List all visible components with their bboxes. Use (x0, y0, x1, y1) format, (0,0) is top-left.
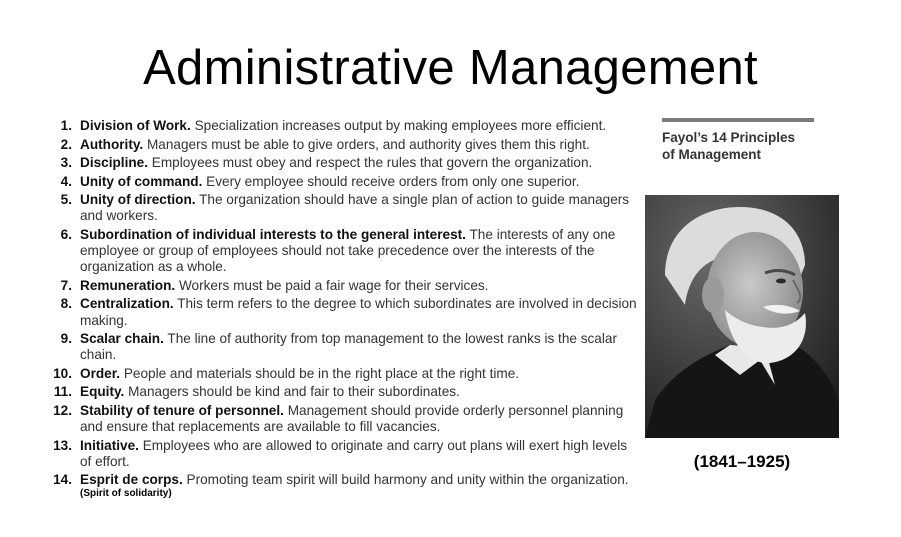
principle-term: Equity. (80, 384, 125, 400)
principle-number: 4. (60, 173, 72, 189)
principle-number: 13. (53, 437, 72, 453)
principle-term: Unity of direction. (80, 192, 196, 208)
portrait-icon (645, 195, 839, 438)
sidebar-box (662, 118, 814, 163)
principle-item (0, 296, 640, 328)
principle-description: This term refers to the degree to which subordinates are involved in decision making. (80, 296, 637, 328)
principle-term: Stability of tenure of personnel. (80, 403, 284, 418)
principle-item (0, 174, 640, 190)
principle-item (0, 155, 640, 171)
sidebar-heading-line1: Fayol’s 14 Principles (662, 130, 796, 145)
principle-description: Managers must be able to give orders, and authority gives them this right. (146, 136, 590, 152)
principle-term: Discipline. (80, 155, 148, 171)
principle-term: Order. (80, 365, 121, 381)
principle-term: Scalar chain. (80, 331, 164, 347)
principle-description: The line of authority from top management to the lowest ranks is the scalar chain. (80, 331, 617, 363)
principle-number: 9. (60, 331, 72, 347)
principle-description: Specialization increases output by making employees more efficient. (194, 118, 607, 133)
page-title: Administrative Management (143, 40, 758, 95)
principle-number: 3. (60, 155, 72, 171)
principle-term: Centralization. (80, 296, 174, 312)
principle-item (0, 278, 640, 294)
life-years: (1841–1925) (693, 452, 791, 471)
principle-item (0, 472, 640, 500)
principle-item (0, 403, 640, 435)
principle-number: 5. (60, 192, 72, 208)
principle-item (0, 438, 640, 470)
principle-description: Promoting team spirit will build harmony and unity within the organization. (186, 472, 629, 488)
principle-description: Management should provide orderly personnel planning and ensure that replacements are available to fill vacancies. (80, 403, 624, 435)
principle-description: Employees must obey and respect the rules that govern the organization. (151, 155, 593, 171)
principle-item (0, 366, 640, 382)
principle-number: 7. (60, 277, 72, 293)
portrait-photo (645, 195, 839, 438)
principle-number: 11. (53, 384, 72, 400)
principle-note: (Spirit of solidarity) (80, 488, 172, 500)
principle-item (0, 118, 640, 134)
principle-item (0, 192, 640, 224)
principle-term: Division of Work. (80, 118, 191, 133)
principle-number: 1. (60, 118, 72, 133)
principle-term: Authority. (80, 136, 144, 152)
principle-item (0, 227, 640, 275)
principle-term: Initiative. (80, 437, 139, 453)
principle-term: Subordination of individual interests to the general interest. (80, 227, 466, 243)
principle-number: 10. (53, 365, 72, 381)
principle-description: Employees who are allowed to originate and carry out plans will exert high levels of effort. (80, 437, 628, 469)
principle-description: The organization should have a single plan of action to guide managers and workers. (80, 192, 630, 224)
principle-item (0, 137, 640, 153)
principle-item (0, 331, 640, 363)
principle-number: 14. (53, 472, 72, 488)
principle-description: The interests of any one employee or group of employees should not take precedence over the interests of the organization as a whole. (80, 227, 616, 275)
principle-term: Unity of command. (80, 173, 203, 189)
principle-number: 12. (53, 403, 72, 418)
principle-item (0, 384, 640, 400)
principles-list (0, 118, 640, 503)
principle-description: Every employee should receive orders from only one superior. (206, 173, 580, 189)
sidebar-heading (662, 129, 814, 163)
principle-term: Esprit de corps. (80, 472, 183, 488)
principle-term: Remuneration. (80, 277, 176, 293)
principle-description: Workers must be paid a fair wage for their services. (178, 277, 489, 293)
principle-description: Managers should be kind and fair to their subordinates. (128, 384, 460, 400)
principle-number: 2. (60, 136, 72, 152)
principle-number: 8. (60, 296, 72, 312)
principle-number: 6. (60, 227, 72, 243)
sidebar-heading-line2: of Management (662, 147, 762, 162)
principle-description: People and materials should be in the right place at the right time. (123, 365, 520, 381)
